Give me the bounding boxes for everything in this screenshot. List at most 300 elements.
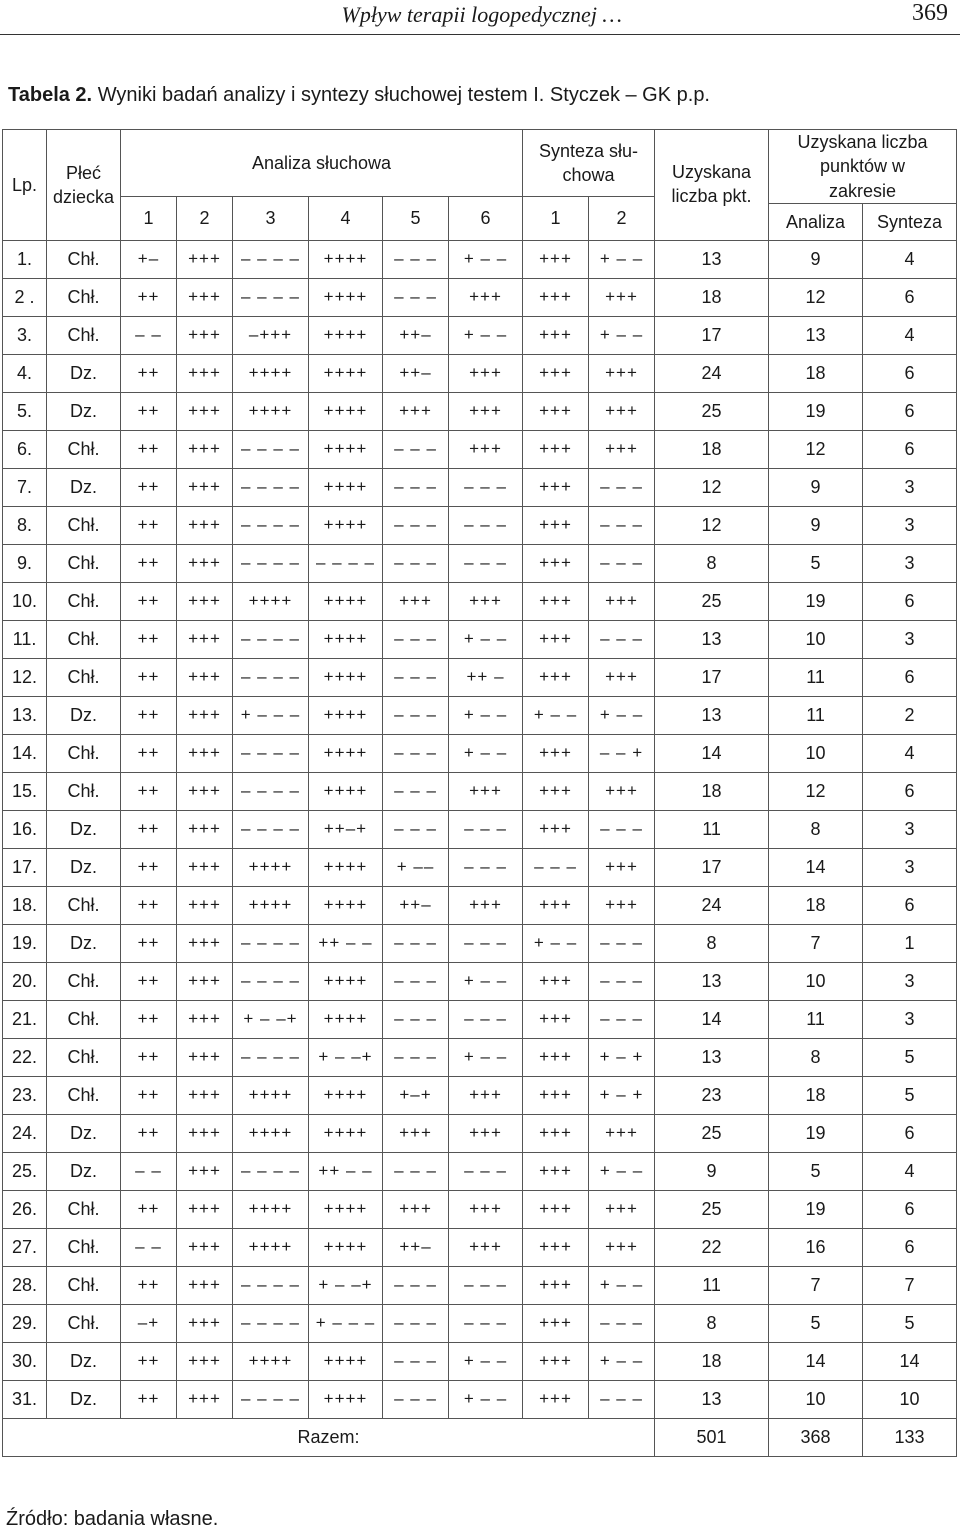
analiza-cell-1: ++ <box>121 658 177 696</box>
analiza-cell-6: – – – <box>449 1304 523 1342</box>
analiza-cell-3: – – – – <box>233 468 309 506</box>
row-analiza-score: 18 <box>769 354 863 392</box>
analiza-cell-3: – – – – <box>233 924 309 962</box>
synteza-cell-2: +++ <box>589 658 655 696</box>
analiza-cell-2: +++ <box>177 924 233 962</box>
analiza-cell-4: ++++ <box>309 1380 383 1418</box>
analiza-cell-6: – – – <box>449 544 523 582</box>
analiza-cell-4: ++ – – <box>309 1152 383 1190</box>
synteza-cell-1: +++ <box>523 1038 589 1076</box>
analiza-cell-1: ++ <box>121 696 177 734</box>
analiza-cell-6: – – – <box>449 810 523 848</box>
analiza-cell-3: – – – – <box>233 620 309 658</box>
analiza-cell-6: ++ – <box>449 658 523 696</box>
analiza-cell-4: ++++ <box>309 772 383 810</box>
row-sex: Chł. <box>47 658 121 696</box>
row-points: 12 <box>655 506 769 544</box>
synteza-cell-1: +++ <box>523 772 589 810</box>
synteza-cell-2: +++ <box>589 392 655 430</box>
header-sex: Płeć dziecka <box>47 130 121 241</box>
analiza-cell-5: +++ <box>383 582 449 620</box>
row-analiza-score: 19 <box>769 392 863 430</box>
synteza-cell-1: +++ <box>523 658 589 696</box>
row-analiza-score: 9 <box>769 506 863 544</box>
analiza-cell-2: +++ <box>177 1114 233 1152</box>
analiza-cell-1: ++ <box>121 1380 177 1418</box>
row-points: 8 <box>655 924 769 962</box>
analiza-cell-4: ++++ <box>309 316 383 354</box>
synteza-cell-1: +++ <box>523 1000 589 1038</box>
table-row <box>3 620 957 658</box>
row-synteza-score: 6 <box>863 582 957 620</box>
analiza-cell-6: – – – <box>449 506 523 544</box>
analiza-cell-3: – – – – <box>233 544 309 582</box>
header-range-synteza: Synteza <box>863 203 957 240</box>
analiza-cell-6: + – – <box>449 620 523 658</box>
header-synteza-2: 2 <box>589 197 655 241</box>
analiza-cell-3: ++++ <box>233 1076 309 1114</box>
row-analiza-score: 10 <box>769 1380 863 1418</box>
analiza-cell-1: ++ <box>121 506 177 544</box>
analiza-cell-5: – – – <box>383 1266 449 1304</box>
analiza-cell-3: – – – – <box>233 278 309 316</box>
analiza-cell-2: +++ <box>177 1342 233 1380</box>
table-body <box>3 240 957 1418</box>
analiza-cell-4: ++++ <box>309 1114 383 1152</box>
analiza-cell-6: – – – <box>449 1152 523 1190</box>
row-analiza-score: 14 <box>769 1342 863 1380</box>
row-sex: Chł. <box>47 1228 121 1266</box>
analiza-cell-6: +++ <box>449 430 523 468</box>
row-number: 19. <box>3 924 47 962</box>
row-points: 25 <box>655 582 769 620</box>
analiza-cell-4: – – – – <box>309 544 383 582</box>
analiza-cell-5: – – – <box>383 810 449 848</box>
analiza-cell-5: – – – <box>383 544 449 582</box>
row-sex: Chł. <box>47 430 121 468</box>
row-synteza-score: 3 <box>863 506 957 544</box>
analiza-cell-2: +++ <box>177 658 233 696</box>
analiza-cell-2: +++ <box>177 620 233 658</box>
header-synteza: Synteza słu-chowa <box>523 130 655 197</box>
row-sex: Dz. <box>47 1342 121 1380</box>
row-sex: Dz. <box>47 848 121 886</box>
row-number: 5. <box>3 392 47 430</box>
table-row <box>3 886 957 924</box>
row-sex: Chł. <box>47 1000 121 1038</box>
analiza-cell-1: ++ <box>121 1076 177 1114</box>
synteza-cell-2: – – – <box>589 810 655 848</box>
synteza-cell-1: +++ <box>523 468 589 506</box>
analiza-cell-4: ++++ <box>309 430 383 468</box>
row-sex: Chł. <box>47 582 121 620</box>
analiza-cell-4: + – – – <box>309 1304 383 1342</box>
analiza-cell-3: – – – – <box>233 772 309 810</box>
table-row <box>3 696 957 734</box>
analiza-cell-4: ++++ <box>309 506 383 544</box>
analiza-cell-5: – – – <box>383 924 449 962</box>
analiza-cell-1: ++ <box>121 430 177 468</box>
row-analiza-score: 9 <box>769 240 863 278</box>
analiza-cell-3: – – – – <box>233 506 309 544</box>
row-sex: Chł. <box>47 620 121 658</box>
analiza-cell-1: – – <box>121 1228 177 1266</box>
analiza-cell-2: +++ <box>177 696 233 734</box>
analiza-cell-2: +++ <box>177 848 233 886</box>
row-sex: Chł. <box>47 1266 121 1304</box>
row-sex: Dz. <box>47 924 121 962</box>
analiza-cell-3: – – – – <box>233 240 309 278</box>
row-number: 8. <box>3 506 47 544</box>
row-sex: Dz. <box>47 1114 121 1152</box>
analiza-cell-3: ++++ <box>233 1114 309 1152</box>
synteza-cell-1: +++ <box>523 1342 589 1380</box>
synteza-cell-2: + – – <box>589 316 655 354</box>
analiza-cell-3: – – – – <box>233 1266 309 1304</box>
row-sex: Chł. <box>47 772 121 810</box>
analiza-cell-2: +++ <box>177 316 233 354</box>
analiza-cell-2: +++ <box>177 506 233 544</box>
row-synteza-score: 3 <box>863 962 957 1000</box>
header-range-analiza: Analiza <box>769 203 863 240</box>
synteza-cell-2: – – – <box>589 1000 655 1038</box>
synteza-cell-2: +++ <box>589 772 655 810</box>
row-analiza-score: 12 <box>769 278 863 316</box>
row-synteza-score: 4 <box>863 734 957 772</box>
running-header <box>0 0 960 35</box>
analiza-cell-5: – – – <box>383 1380 449 1418</box>
analiza-cell-2: +++ <box>177 1380 233 1418</box>
row-analiza-score: 12 <box>769 430 863 468</box>
synteza-cell-2: + – – <box>589 240 655 278</box>
analiza-cell-4: ++++ <box>309 962 383 1000</box>
analiza-cell-5: +++ <box>383 1114 449 1152</box>
analiza-cell-6: + – – <box>449 696 523 734</box>
row-points: 24 <box>655 886 769 924</box>
row-synteza-score: 5 <box>863 1038 957 1076</box>
analiza-cell-1: ++ <box>121 354 177 392</box>
row-analiza-score: 18 <box>769 1076 863 1114</box>
table-row <box>3 1266 957 1304</box>
analiza-cell-3: – – – – <box>233 810 309 848</box>
analiza-cell-5: – – – <box>383 658 449 696</box>
analiza-cell-5: – – – <box>383 468 449 506</box>
synteza-cell-1: +++ <box>523 316 589 354</box>
synteza-cell-1: – – – <box>523 848 589 886</box>
row-number: 27. <box>3 1228 47 1266</box>
row-synteza-score: 3 <box>863 810 957 848</box>
row-points: 13 <box>655 696 769 734</box>
row-sex: Chł. <box>47 1304 121 1342</box>
row-analiza-score: 7 <box>769 1266 863 1304</box>
analiza-cell-5: – – – <box>383 506 449 544</box>
row-synteza-score: 14 <box>863 1342 957 1380</box>
row-sex: Chł. <box>47 1190 121 1228</box>
header-analiza-1: 1 <box>121 197 177 241</box>
row-points: 14 <box>655 734 769 772</box>
row-synteza-score: 1 <box>863 924 957 962</box>
synteza-cell-1: +++ <box>523 582 589 620</box>
row-sex: Chł. <box>47 506 121 544</box>
analiza-cell-6: – – – <box>449 848 523 886</box>
analiza-cell-6: + – – <box>449 1038 523 1076</box>
row-analiza-score: 8 <box>769 810 863 848</box>
synteza-cell-1: +++ <box>523 1228 589 1266</box>
row-sex: Chł. <box>47 278 121 316</box>
analiza-cell-6: + – – <box>449 962 523 1000</box>
row-number: 14. <box>3 734 47 772</box>
header-analiza-5: 5 <box>383 197 449 241</box>
analiza-cell-6: +++ <box>449 772 523 810</box>
synteza-cell-2: – – – <box>589 506 655 544</box>
row-number: 22. <box>3 1038 47 1076</box>
row-analiza-score: 12 <box>769 772 863 810</box>
row-synteza-score: 3 <box>863 620 957 658</box>
synteza-cell-1: + – – <box>523 696 589 734</box>
row-points: 8 <box>655 1304 769 1342</box>
row-number: 4. <box>3 354 47 392</box>
row-number: 30. <box>3 1342 47 1380</box>
row-analiza-score: 14 <box>769 848 863 886</box>
analiza-cell-3: + – –+ <box>233 1000 309 1038</box>
row-synteza-score: 5 <box>863 1076 957 1114</box>
analiza-cell-3: – – – – <box>233 734 309 772</box>
analiza-cell-5: – – – <box>383 1304 449 1342</box>
row-number: 25. <box>3 1152 47 1190</box>
table-row <box>3 240 957 278</box>
row-synteza-score: 6 <box>863 658 957 696</box>
table-row <box>3 392 957 430</box>
synteza-cell-2: + – – <box>589 1266 655 1304</box>
row-synteza-score: 2 <box>863 696 957 734</box>
analiza-cell-1: ++ <box>121 962 177 1000</box>
analiza-cell-1: ++ <box>121 544 177 582</box>
table-row <box>3 1000 957 1038</box>
row-synteza-score: 6 <box>863 1190 957 1228</box>
synteza-cell-2: – – – <box>589 962 655 1000</box>
analiza-cell-3: –+++ <box>233 316 309 354</box>
synteza-cell-1: +++ <box>523 1266 589 1304</box>
table-row <box>3 1190 957 1228</box>
analiza-cell-4: + – –+ <box>309 1038 383 1076</box>
table-row <box>3 1038 957 1076</box>
synteza-cell-1: +++ <box>523 544 589 582</box>
analiza-cell-5: – – – <box>383 696 449 734</box>
header-analiza-4: 4 <box>309 197 383 241</box>
analiza-cell-4: ++++ <box>309 392 383 430</box>
analiza-cell-3: ++++ <box>233 1228 309 1266</box>
row-number: 10. <box>3 582 47 620</box>
analiza-cell-4: ++++ <box>309 354 383 392</box>
row-points: 12 <box>655 468 769 506</box>
analiza-cell-6: +++ <box>449 1114 523 1152</box>
analiza-cell-5: – – – <box>383 772 449 810</box>
analiza-cell-2: +++ <box>177 1304 233 1342</box>
synteza-cell-2: + – + <box>589 1038 655 1076</box>
synteza-cell-2: +++ <box>589 582 655 620</box>
row-sex: Dz. <box>47 392 121 430</box>
synteza-cell-1: +++ <box>523 1380 589 1418</box>
analiza-cell-6: – – – <box>449 468 523 506</box>
row-points: 23 <box>655 1076 769 1114</box>
analiza-cell-4: ++++ <box>309 1076 383 1114</box>
row-points: 18 <box>655 430 769 468</box>
table-row <box>3 506 957 544</box>
synteza-cell-1: +++ <box>523 354 589 392</box>
row-number: 6. <box>3 430 47 468</box>
row-points: 18 <box>655 1342 769 1380</box>
analiza-cell-4: ++++ <box>309 1342 383 1380</box>
row-sex: Dz. <box>47 1152 121 1190</box>
synteza-cell-2: – – + <box>589 734 655 772</box>
row-analiza-score: 5 <box>769 544 863 582</box>
analiza-cell-6: + – – <box>449 1380 523 1418</box>
row-sex: Dz. <box>47 810 121 848</box>
row-points: 17 <box>655 316 769 354</box>
synteza-cell-1: +++ <box>523 886 589 924</box>
analiza-cell-5: +++ <box>383 1190 449 1228</box>
analiza-cell-6: +++ <box>449 1076 523 1114</box>
row-number: 11. <box>3 620 47 658</box>
row-points: 24 <box>655 354 769 392</box>
analiza-cell-3: – – – – <box>233 1380 309 1418</box>
synteza-cell-1: +++ <box>523 506 589 544</box>
analiza-cell-6: +++ <box>449 886 523 924</box>
page-number: 369 <box>912 0 948 26</box>
synteza-cell-2: + – – <box>589 1342 655 1380</box>
row-sex: Chł. <box>47 240 121 278</box>
analiza-cell-5: – – – <box>383 278 449 316</box>
analiza-cell-2: +++ <box>177 1038 233 1076</box>
analiza-cell-1: +– <box>121 240 177 278</box>
row-synteza-score: 4 <box>863 1152 957 1190</box>
synteza-cell-1: +++ <box>523 1190 589 1228</box>
analiza-cell-5: – – – <box>383 1000 449 1038</box>
row-synteza-score: 7 <box>863 1266 957 1304</box>
analiza-cell-1: ++ <box>121 278 177 316</box>
row-synteza-score: 4 <box>863 316 957 354</box>
analiza-cell-5: ++– <box>383 886 449 924</box>
analiza-cell-3: ++++ <box>233 1190 309 1228</box>
row-points: 14 <box>655 1000 769 1038</box>
row-analiza-score: 8 <box>769 1038 863 1076</box>
row-synteza-score: 5 <box>863 1304 957 1342</box>
analiza-cell-5: ++– <box>383 316 449 354</box>
analiza-cell-2: +++ <box>177 430 233 468</box>
row-analiza-score: 11 <box>769 1000 863 1038</box>
table-row <box>3 1380 957 1418</box>
analiza-cell-4: ++++ <box>309 278 383 316</box>
analiza-cell-3: – – – – <box>233 658 309 696</box>
row-sex: Chł. <box>47 734 121 772</box>
analiza-cell-5: – – – <box>383 1038 449 1076</box>
row-number: 13. <box>3 696 47 734</box>
synteza-cell-2: +++ <box>589 886 655 924</box>
row-number: 12. <box>3 658 47 696</box>
row-number: 17. <box>3 848 47 886</box>
row-sex: Dz. <box>47 468 121 506</box>
analiza-cell-1: ++ <box>121 1342 177 1380</box>
analiza-cell-1: ++ <box>121 392 177 430</box>
analiza-cell-3: – – – – <box>233 1304 309 1342</box>
row-analiza-score: 5 <box>769 1304 863 1342</box>
analiza-cell-5: – – – <box>383 1152 449 1190</box>
analiza-cell-4: ++++ <box>309 620 383 658</box>
row-points: 9 <box>655 1152 769 1190</box>
row-sex: Chł. <box>47 316 121 354</box>
analiza-cell-6: +++ <box>449 1228 523 1266</box>
analiza-cell-5: – – – <box>383 734 449 772</box>
row-analiza-score: 10 <box>769 620 863 658</box>
analiza-cell-2: +++ <box>177 1152 233 1190</box>
analiza-cell-4: ++++ <box>309 1000 383 1038</box>
analiza-cell-6: +++ <box>449 392 523 430</box>
row-analiza-score: 16 <box>769 1228 863 1266</box>
analiza-cell-1: – – <box>121 1152 177 1190</box>
analiza-cell-2: +++ <box>177 1000 233 1038</box>
synteza-cell-2: + – – <box>589 1152 655 1190</box>
row-points: 13 <box>655 620 769 658</box>
table-row <box>3 582 957 620</box>
analiza-cell-6: + – – <box>449 240 523 278</box>
row-synteza-score: 6 <box>863 392 957 430</box>
row-points: 11 <box>655 810 769 848</box>
table-row <box>3 962 957 1000</box>
row-analiza-score: 10 <box>769 734 863 772</box>
row-points: 17 <box>655 848 769 886</box>
row-analiza-score: 18 <box>769 886 863 924</box>
analiza-cell-5: – – – <box>383 620 449 658</box>
row-number: 31. <box>3 1380 47 1418</box>
row-sex: Dz. <box>47 1380 121 1418</box>
synteza-cell-2: +++ <box>589 848 655 886</box>
row-synteza-score: 3 <box>863 848 957 886</box>
analiza-cell-1: –+ <box>121 1304 177 1342</box>
table-row <box>3 1342 957 1380</box>
row-synteza-score: 6 <box>863 354 957 392</box>
synteza-cell-1: +++ <box>523 430 589 468</box>
row-number: 2 . <box>3 278 47 316</box>
row-synteza-score: 4 <box>863 240 957 278</box>
analiza-cell-2: +++ <box>177 810 233 848</box>
analiza-cell-4: ++++ <box>309 1228 383 1266</box>
analiza-cell-3: + – – – <box>233 696 309 734</box>
analiza-cell-1: ++ <box>121 620 177 658</box>
analiza-cell-2: +++ <box>177 582 233 620</box>
analiza-cell-3: – – – – <box>233 962 309 1000</box>
row-points: 22 <box>655 1228 769 1266</box>
row-synteza-score: 6 <box>863 886 957 924</box>
analiza-cell-5: ++– <box>383 354 449 392</box>
total-label: Razem: <box>3 1418 655 1456</box>
analiza-cell-2: +++ <box>177 734 233 772</box>
analiza-cell-6: +++ <box>449 582 523 620</box>
caption-text: Wyniki badań analizy i syntezy słuchowej testem I. Styczek – GK p.p. <box>97 84 710 106</box>
analiza-cell-6: – – – <box>449 924 523 962</box>
table-row <box>3 1228 957 1266</box>
row-number: 21. <box>3 1000 47 1038</box>
row-analiza-score: 11 <box>769 658 863 696</box>
row-points: 25 <box>655 392 769 430</box>
row-number: 7. <box>3 468 47 506</box>
analiza-cell-5: +–+ <box>383 1076 449 1114</box>
synteza-cell-1: +++ <box>523 392 589 430</box>
row-sex: Chł. <box>47 962 121 1000</box>
table-row <box>3 1304 957 1342</box>
synteza-cell-1: +++ <box>523 278 589 316</box>
row-sex: Dz. <box>47 354 121 392</box>
results-table <box>2 129 957 1457</box>
